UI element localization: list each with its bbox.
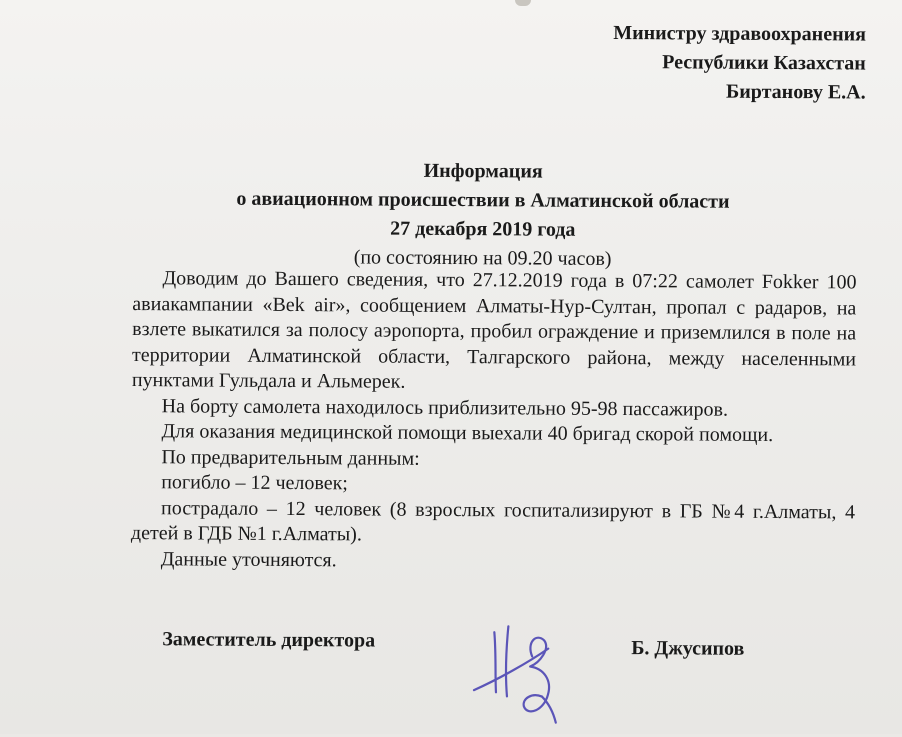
addressee-line-2: Республики Казахстан bbox=[662, 51, 866, 75]
signer-position: Заместитель директора bbox=[162, 628, 376, 652]
addressee-line-3: Биртанову Е.А. bbox=[725, 80, 866, 104]
injured-paragraph: пострадало – 12 человек (8 взрослых госпитализируют в ГБ №4 г.Алматы, 4 детей в ГДБ №1 г.Алматы). bbox=[130, 496, 856, 546]
preliminary-line: По предварительным данным: bbox=[161, 445, 420, 470]
incident-paragraph: Доводим до Вашего сведения, что 27.12.2019 года в 07:22 самолет Fokker 100 авиакампании «Bek air», сообщением Алматы-Нур-Султан, пропал с радаров, на взлете выкатился за полосу аэропорта, пробил ограждение и приземлился в поле на территории Алматинской области, Талгарского района, между населенными пунктами Гульдала и Альмерек. bbox=[131, 267, 857, 393]
killed-line: погибло – 12 человек; bbox=[161, 471, 348, 495]
signer-name: Б. Джусипов bbox=[631, 637, 745, 660]
document-date: 27 декабря 2019 года bbox=[390, 217, 576, 241]
addressee-line-1: Министру здравоохранения bbox=[613, 21, 867, 46]
brigades-line: Для оказания медицинской помощи выехали 40 бригад скорой помощи. bbox=[161, 420, 774, 446]
document-status: (по состоянию на 09.20 часов) bbox=[353, 246, 612, 270]
addressee-block bbox=[613, 19, 866, 108]
document-subject: о авиационном происшествии в Алматинской области bbox=[236, 187, 730, 213]
document-heading: Информация bbox=[423, 159, 543, 183]
title-block bbox=[173, 155, 794, 275]
clarifying-line: Данные уточняются. bbox=[160, 547, 337, 571]
letter-body bbox=[131, 266, 857, 576]
handwritten-signature bbox=[470, 618, 591, 727]
passengers-line: На борту самолета находилось приблизительно 95-98 пассажиров. bbox=[161, 394, 729, 421]
